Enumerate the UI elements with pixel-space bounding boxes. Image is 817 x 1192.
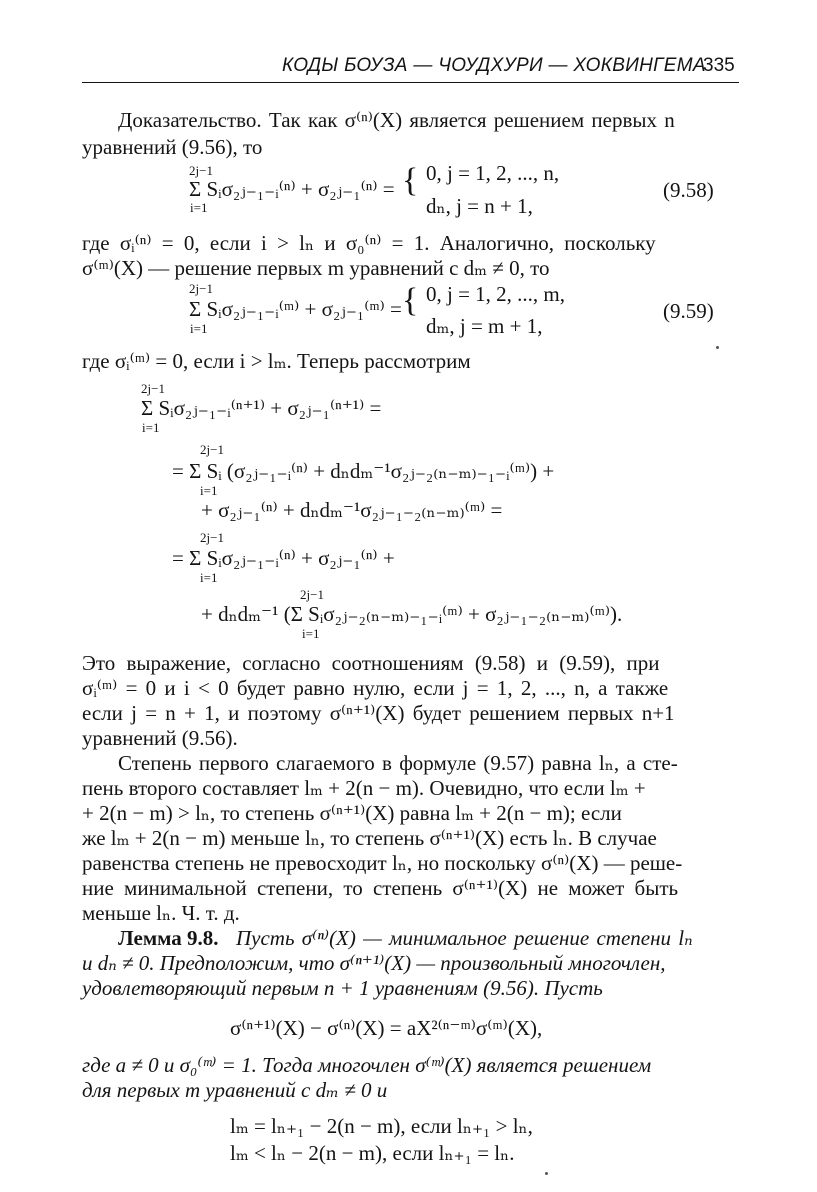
brace: { xyxy=(402,282,419,319)
sum-upper-limit: 2j−1 xyxy=(189,163,213,178)
text-line: Это выражение, согласно соотношениям (9.58) и (9.59), при xyxy=(82,651,660,675)
case-1: 0, j = 1, 2, ..., m, xyxy=(426,282,566,306)
sum-lower-limit: i=1 xyxy=(190,200,208,215)
text-line: уравнений (9.56). xyxy=(82,726,238,750)
lemma-condition-2: lₘ < lₙ − 2(n − m), если lₙ₊₁ = lₙ. xyxy=(230,1141,515,1165)
text-line: если j = n + 1, и поэтому σ⁽ⁿ⁺¹⁾(X) будет решением первых n+1 xyxy=(82,701,675,725)
text-line: ние минимальной степени, то степень σ⁽ⁿ⁺¹⁾(X) не может быть xyxy=(82,876,679,900)
sum-upper-limit: 2j−1 xyxy=(300,587,324,602)
sum-upper-limit: 2j−1 xyxy=(200,442,224,457)
sum-lower-limit: i=1 xyxy=(190,321,208,336)
header-rule xyxy=(82,82,739,83)
print-speck xyxy=(716,346,719,349)
sum-upper-limit: 2j−1 xyxy=(189,281,213,296)
brace: { xyxy=(402,162,419,199)
text-line: + 2(n − m) > lₙ, то степень σ⁽ⁿ⁺¹⁾(X) равна lₘ + 2(n − m); если xyxy=(82,801,622,825)
lemma-text: удовлетворяющий первым n + 1 уравнениям (9.56). Пусть xyxy=(82,976,603,1000)
derivation-line-1: Σ Sᵢσ₂ⱼ₋₁₋ᵢ⁽ⁿ⁺¹⁾ + σ₂ⱼ₋₁⁽ⁿ⁺¹⁾ = xyxy=(141,396,382,420)
text-line: σᵢ⁽ᵐ⁾ = 0 и i < 0 будет равно нулю, если j = 1, 2, ..., n, а также xyxy=(82,676,669,700)
equation-number: (9.58) xyxy=(663,178,714,202)
derivation-line-3: + σ₂ⱼ₋₁⁽ⁿ⁾ + dₙdₘ⁻¹σ₂ⱼ₋₁₋₂₍ₙ₋ₘ₎⁽ᵐ⁾ = xyxy=(201,498,503,522)
text-line: Доказательство. Так как σ⁽ⁿ⁾(X) является решением первых n xyxy=(118,108,675,132)
sum-lower-limit: i=1 xyxy=(200,483,218,498)
case-2: dₘ, j = m + 1, xyxy=(426,314,543,338)
lemma-label: Лемма 9.8. xyxy=(118,926,219,950)
text-line: меньше lₙ. Ч. т. д. xyxy=(82,901,240,925)
sum-lower-limit: i=1 xyxy=(200,570,218,585)
lemma-text: для первых m уравнений с dₘ ≠ 0 и xyxy=(82,1078,388,1102)
print-speck xyxy=(545,1172,548,1175)
text-line: же lₘ + 2(n − m) меньше lₙ, то степень σ⁽ⁿ⁺¹⁾(X) есть lₙ. В случае xyxy=(82,826,657,850)
running-header-title: КОДЫ БОУЗА — ЧОУДХУРИ — ХОКВИНГЕМА xyxy=(282,55,706,76)
equation-lhs: Σ Sᵢσ₂ⱼ₋₁₋ᵢ⁽ⁿ⁾ + σ₂ⱼ₋₁⁽ⁿ⁾ = xyxy=(189,177,395,201)
page-number: 335 xyxy=(703,55,735,76)
case-1: 0, j = 1, 2, ..., n, xyxy=(426,161,560,185)
text-line: где σᵢ⁽ⁿ⁾ = 0, если i > lₙ и σ₀⁽ⁿ⁾ = 1. Аналогично, поскольку xyxy=(82,231,656,255)
lemma-equation: σ⁽ⁿ⁺¹⁾(X) − σ⁽ⁿ⁾(X) = aX²⁽ⁿ⁻ᵐ⁾σ⁽ᵐ⁾(X), xyxy=(230,1016,543,1040)
equation-lhs: Σ Sᵢσ₂ⱼ₋₁₋ᵢ⁽ᵐ⁾ + σ₂ⱼ₋₁⁽ᵐ⁾ = xyxy=(189,297,402,321)
sum-upper-limit: 2j−1 xyxy=(141,381,165,396)
text-line: σ⁽ᵐ⁾(X) — решение первых m уравнений с dₘ ≠ 0, то xyxy=(82,256,550,280)
sum-lower-limit: i=1 xyxy=(302,626,320,641)
derivation-line-4: = Σ Sᵢσ₂ⱼ₋₁₋ᵢ⁽ⁿ⁾ + σ₂ⱼ₋₁⁽ⁿ⁾ + xyxy=(172,546,395,570)
lemma-condition-1: lₘ = lₙ₊₁ − 2(n − m), если lₙ₊₁ > lₙ, xyxy=(230,1114,533,1138)
equation-number: (9.59) xyxy=(663,299,714,323)
text-line: пень второго составляет lₘ + 2(n − m). Очевидно, что если lₘ + xyxy=(82,776,646,800)
lemma-text: и dₙ ≠ 0. Предположим, что σ⁽ⁿ⁺¹⁾(X) — произвольный многочлен, xyxy=(82,951,666,975)
text-line: уравнений (9.56), то xyxy=(82,135,263,159)
derivation-line-2: = Σ Sᵢ (σ₂ⱼ₋₁₋ᵢ⁽ⁿ⁾ + dₙdₘ⁻¹σ₂ⱼ₋₂₍ₙ₋ₘ₎₋₁₋ᵢ⁽ᵐ⁾) + xyxy=(172,459,555,483)
sum-lower-limit: i=1 xyxy=(142,420,160,435)
derivation-line-5: + dₙdₘ⁻¹ (Σ Sᵢσ₂ⱼ₋₂₍ₙ₋ₘ₎₋₁₋ᵢ⁽ᵐ⁾ + σ₂ⱼ₋₁₋₂₍ₙ₋ₘ₎⁽ᵐ⁾). xyxy=(201,602,623,626)
case-2: dₙ, j = n + 1, xyxy=(426,194,533,218)
lemma-text: Пусть σ⁽ⁿ⁾(X) — минимальное решение степени lₙ xyxy=(236,926,693,950)
text-line: равенства степень не превосходит lₙ, но поскольку σ⁽ⁿ⁾(X) — реше- xyxy=(82,851,683,875)
text-line: где σᵢ⁽ᵐ⁾ = 0, если i > lₘ. Теперь рассмотрим xyxy=(82,349,471,373)
sum-upper-limit: 2j−1 xyxy=(200,530,224,545)
text-line: Степень первого слагаемого в формуле (9.57) равна lₙ, а сте- xyxy=(118,751,678,775)
lemma-text: где a ≠ 0 и σ₀⁽ᵐ⁾ = 1. Тогда многочлен σ⁽ᵐ⁾(X) является решением xyxy=(82,1053,652,1077)
